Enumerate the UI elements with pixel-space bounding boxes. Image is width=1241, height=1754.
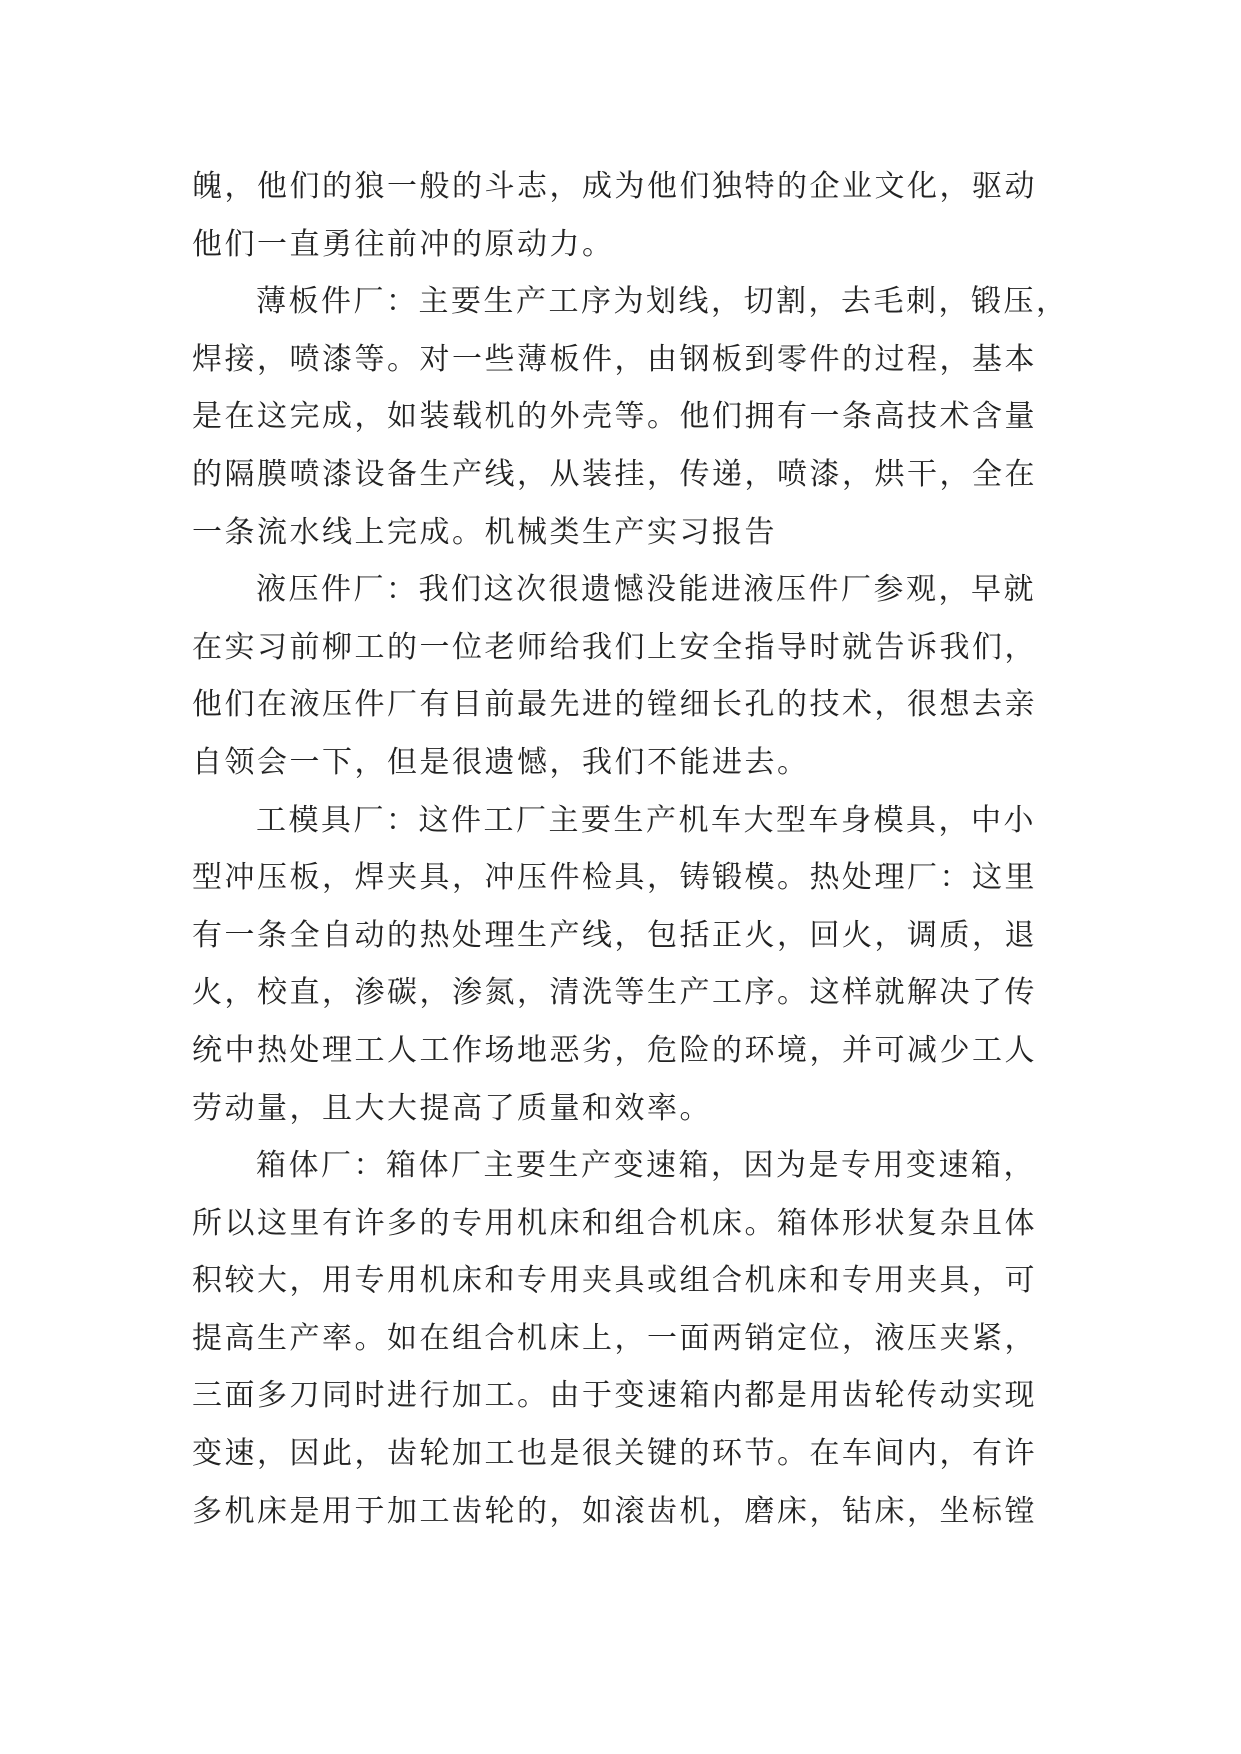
paragraph-start-line: 薄板件厂：主要生产工序为划线，切割，去毛刺，锻压， xyxy=(256,284,1069,320)
text-line: 多机床是用于加工齿轮的，如滚齿机，磨床，钻床，坐标镗 xyxy=(192,1493,1037,1529)
paragraph-start-line: 工模具厂：这件工厂主要生产机车大型车身模具，中小 xyxy=(256,802,1036,838)
text-line: 有一条全自动的热处理生产线，包括正火，回火，调质，退 xyxy=(192,917,1037,953)
paragraph-start-line: 液压件厂：我们这次很遗憾没能进液压件厂参观，早就 xyxy=(256,572,1036,608)
text-line: 魄，他们的狼一般的斗志，成为他们独特的企业文化，驱动 xyxy=(192,169,1037,204)
text-line: 自领会一下，但是很遗憾，我们不能进去。 xyxy=(192,744,810,780)
text-line: 焊接，喷漆等。对一些薄板件，由钢板到零件的过程，基本 xyxy=(192,341,1037,377)
text-line: 所以这里有许多的专用机床和组合机床。箱体形状复杂且体 xyxy=(192,1205,1037,1241)
body-text xyxy=(192,158,1092,1540)
text-line: 他们一直勇往前冲的原动力。 xyxy=(192,226,615,262)
text-line: 提高生产率。如在组合机床上，一面两销定位，液压夹紧， xyxy=(192,1320,1037,1356)
text-line: 一条流水线上完成。机械类生产实习报告 xyxy=(192,514,777,550)
text-line: 在实习前柳工的一位老师给我们上安全指导时就告诉我们， xyxy=(192,629,1037,665)
paragraph-start-line: 箱体厂：箱体厂主要生产变速箱，因为是专用变速箱， xyxy=(256,1148,1036,1184)
text-line: 他们在液压件厂有目前最先进的镗细长孔的技术，很想去亲 xyxy=(192,687,1037,723)
text-line: 火，校直，渗碳，渗氮，清洗等生产工序。这样就解决了传 xyxy=(192,975,1037,1011)
text-line: 是在这完成，如装载机的外壳等。他们拥有一条高技术含量 xyxy=(192,399,1037,435)
text-line: 三面多刀同时进行加工。由于变速箱内都是用齿轮传动实现 xyxy=(192,1378,1037,1414)
text-line: 积较大，用专用机床和专用夹具或组合机床和专用夹具，可 xyxy=(192,1263,1037,1299)
text-line: 的隔膜喷漆设备生产线，从装挂，传递，喷漆，烘干，全在 xyxy=(192,456,1037,492)
text-line: 型冲压板，焊夹具，冲压件检具，铸锻模。热处理厂：这里 xyxy=(192,860,1037,896)
text-line: 劳动量，且大大提高了质量和效率。 xyxy=(192,1090,712,1126)
text-line: 统中热处理工人工作场地恶劣，危险的环境，并可减少工人 xyxy=(192,1032,1037,1068)
text-line: 变速，因此，齿轮加工也是很关键的环节。在车间内，有许 xyxy=(192,1436,1037,1472)
